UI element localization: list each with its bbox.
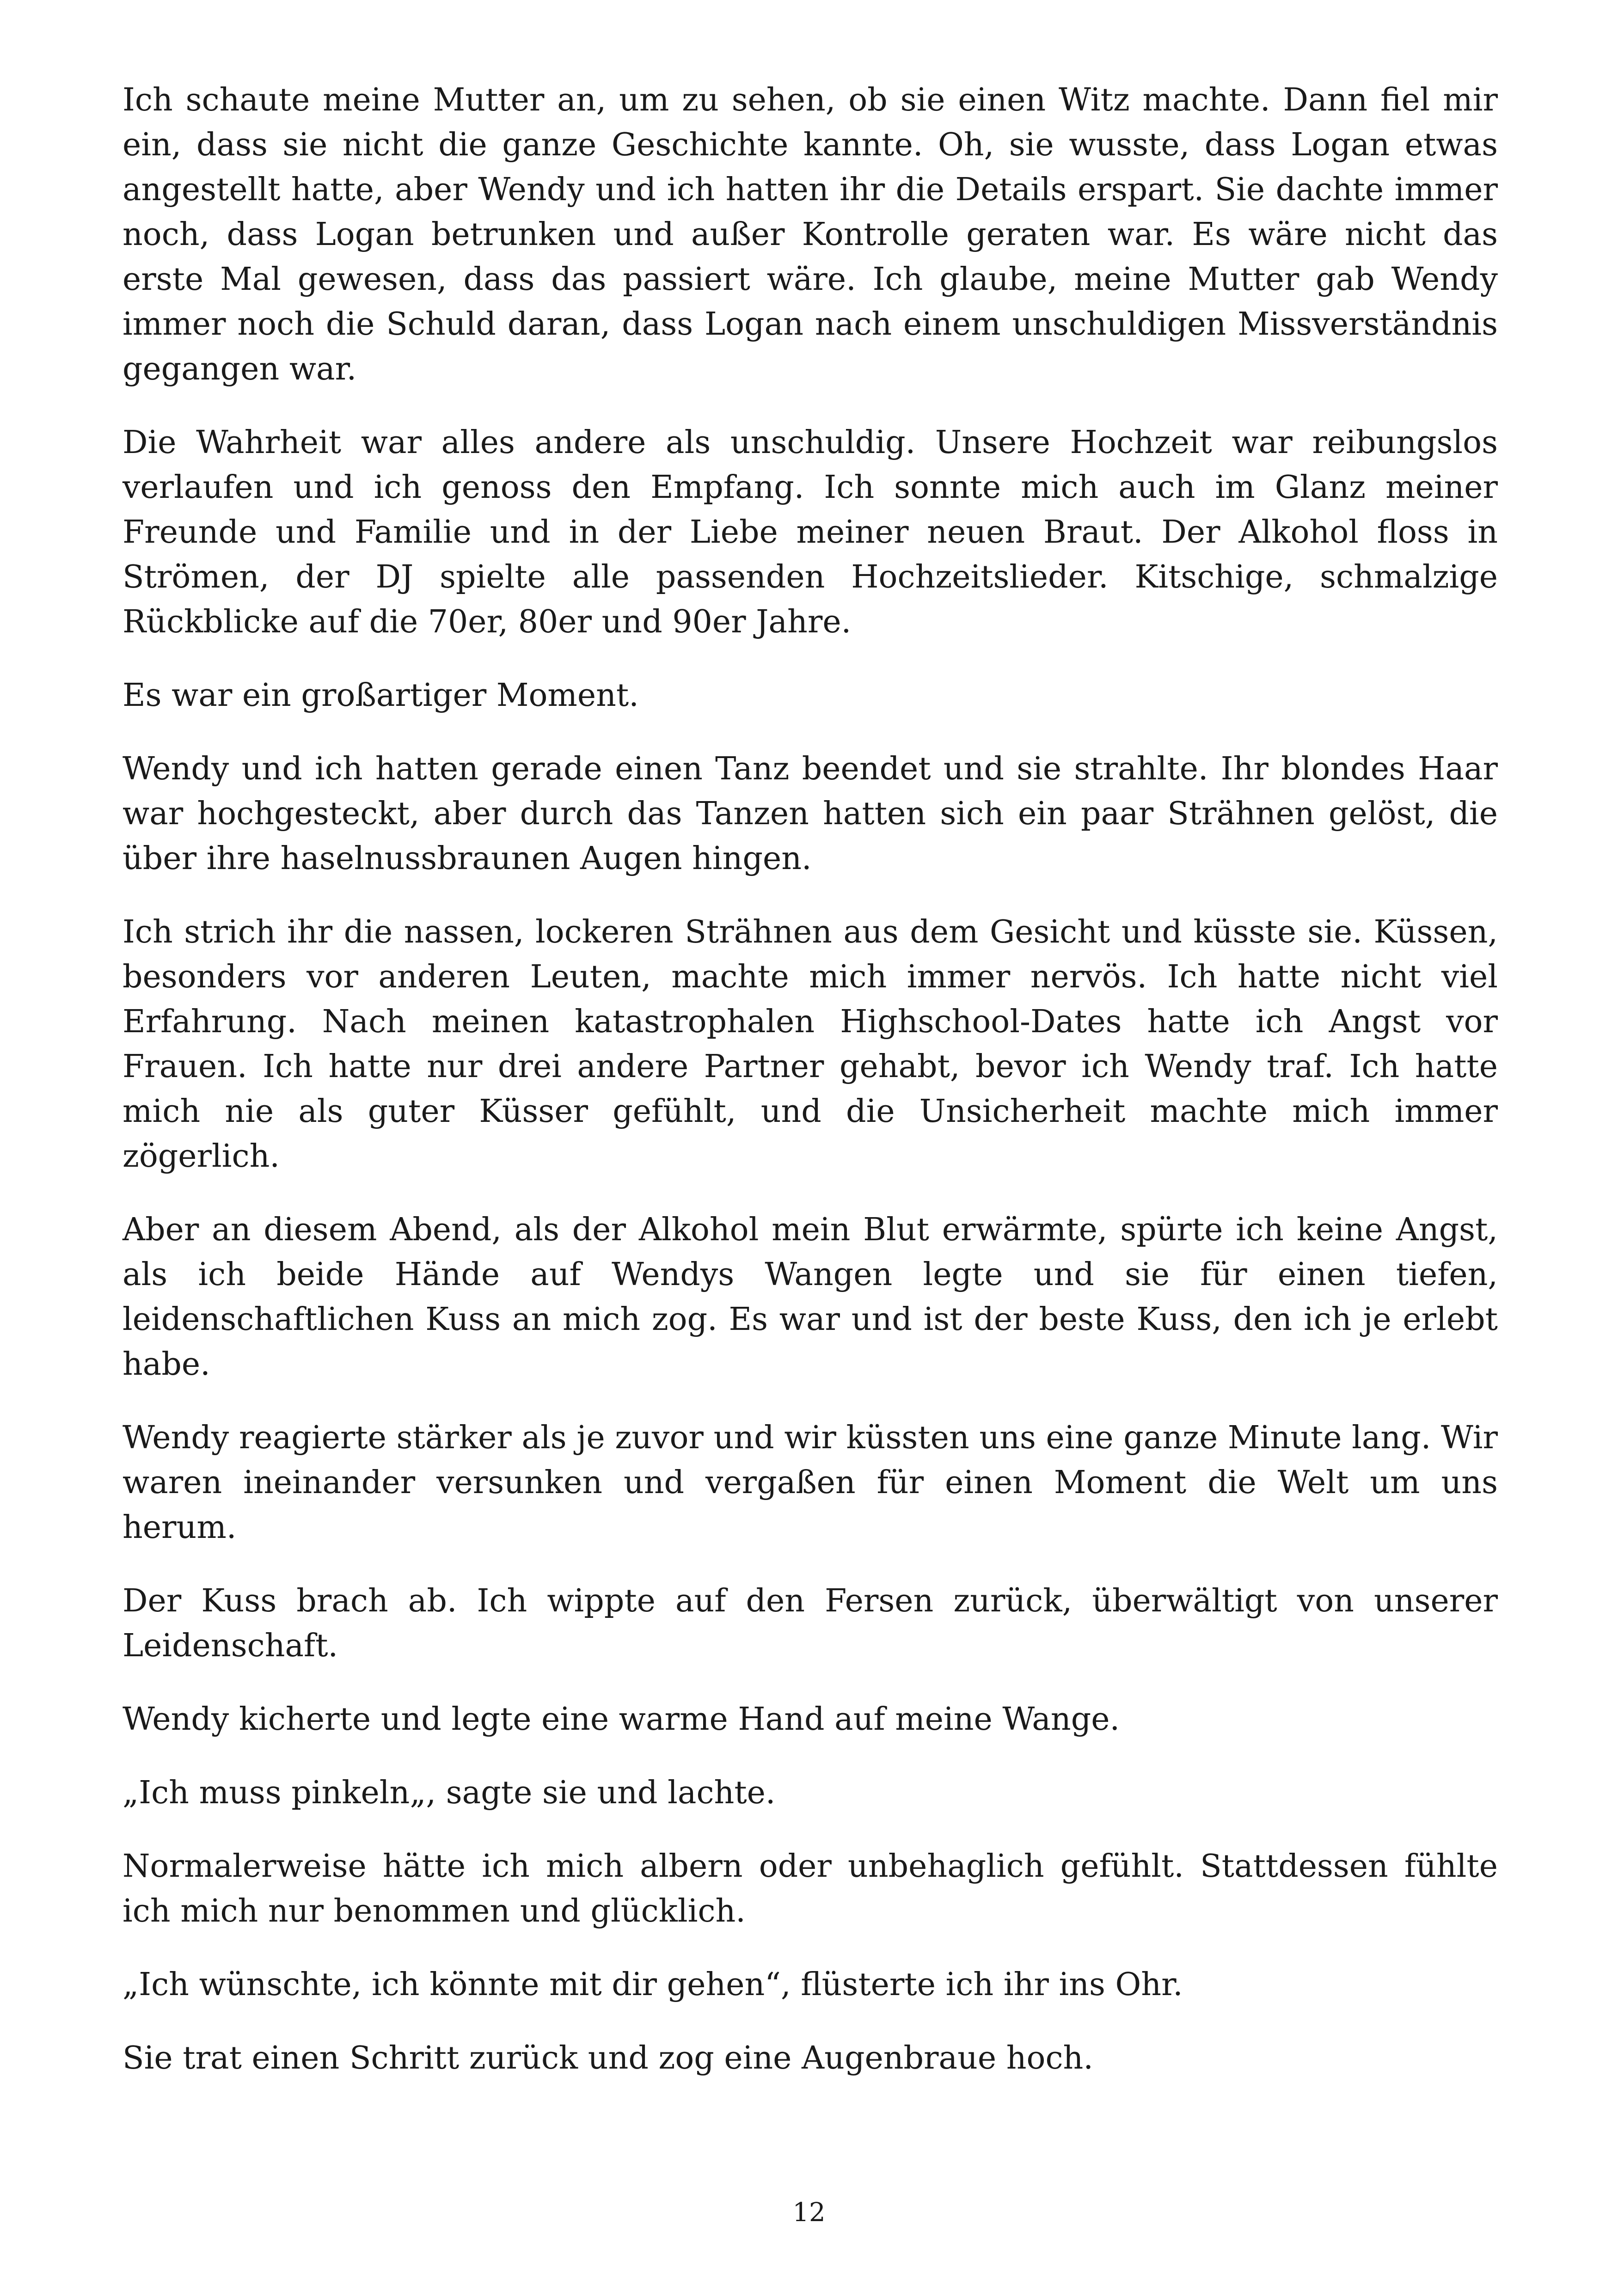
- paragraph: Es war ein großartiger Moment.: [123, 677, 639, 714]
- paragraph: Sie trat einen Schritt zurück und zog eine Augenbraue hoch.: [123, 2040, 1093, 2076]
- paragraph: Die Wahrheit war alles andere als unschuldig. Unsere Hochzeit war reibungslos verlaufen und ich genoss den Empfang. Ich sonnte mich auch im Glanz meiner Freunde und Familie und in der Liebe meiner neuen Braut. Der Alkohol floss in Strömen, der DJ spielte alle passenden Hochzeitslieder. Kitschige, schmalzige Rückblicke auf die 70er, 80er und 90er Jahre.: [123, 424, 1498, 640]
- paragraph: Der Kuss brach ab. Ich wippte auf den Fersen zurück, überwältigt von unserer Leidenschaft.: [123, 1583, 1498, 1664]
- paragraph: Ich strich ihr die nassen, lockeren Strähnen aus dem Gesicht und küsste sie. Küssen, besonders vor anderen Leuten, machte mich immer nervös. Ich hatte nicht viel Erfahrung. Nach meinen katastrophalen Highschool-Dates hatte ich Angst vor Frauen. Ich hatte nur drei andere Partner gehabt, bevor ich Wendy traf. Ich hatte mich nie als guter Küsser gefühlt, und die Unsicherheit machte mich immer zögerlich.: [123, 914, 1498, 1175]
- paragraph: Ich schaute meine Mutter an, um zu sehen, ob sie einen Witz machte. Dann fiel mir ein, dass sie nicht die ganze Geschichte kannte. Oh, sie wusste, dass Logan etwas angestellt hatte, aber Wendy und ich hatten ihr die Details erspart. Sie dachte immer noch, dass Logan betrunken und außer Kontrolle geraten war. Es wäre nicht das erste Mal gewesen, dass das passiert wäre. Ich glaube, meine Mutter gab Wendy immer noch die Schuld daran, dass Logan nach einem unschuldigen Missverständnis gegangen war.: [123, 82, 1498, 387]
- paragraph: Wendy kicherte und legte eine warme Hand auf meine Wange.: [123, 1701, 1120, 1738]
- paragraph: „Ich muss pinkeln„, sagte sie und lachte.: [123, 1775, 776, 1811]
- body-text: [123, 78, 1498, 2109]
- paragraph: Wendy reagierte stärker als je zuvor und wir küssten uns eine ganze Minute lang. Wir waren ineinander versunken und vergaßen für einen Moment die Welt um uns herum.: [123, 1420, 1498, 1546]
- page-number: 12: [792, 2198, 826, 2228]
- paragraph: Normalerweise hätte ich mich albern oder unbehaglich gefühlt. Stattdessen fühlte ich mich nur benommen und glücklich.: [123, 1848, 1498, 1929]
- paragraph: Wendy und ich hatten gerade einen Tanz beendet und sie strahlte. Ihr blondes Haar war hochgesteckt, aber durch das Tanzen hatten sich ein paar Strähnen gelöst, die über ihre haselnussbraunen Augen hingen.: [123, 751, 1498, 877]
- paragraph: Aber an diesem Abend, als der Alkohol mein Blut erwärmte, spürte ich keine Angst, als ich beide Hände auf Wendys Wangen legte und sie für einen tiefen, leidenschaftlichen Kuss an mich zog. Es war und ist der beste Kuss, den ich je erlebt habe.: [123, 1212, 1498, 1383]
- paragraph: „Ich wünschte, ich könnte mit dir gehen“, flüsterte ich ihr ins Ohr.: [123, 1966, 1183, 2003]
